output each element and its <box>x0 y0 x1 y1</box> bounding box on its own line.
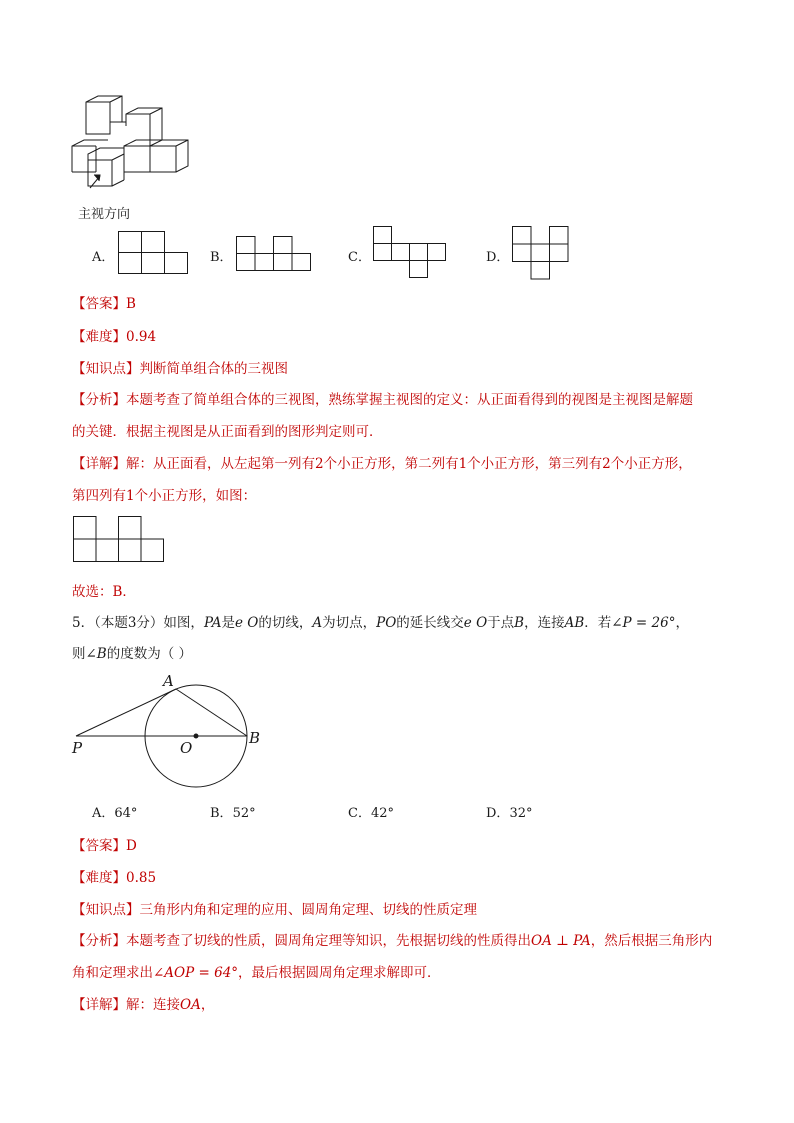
q5-stem-ab: AB <box>564 615 585 631</box>
analysis-text: ，然后根据三角形内 <box>590 933 713 949</box>
q5-option-a <box>92 802 137 821</box>
q4-analysis-line-1 <box>72 388 693 408</box>
q4-option-d-label: D． <box>486 250 510 265</box>
answer-value: D <box>126 838 137 854</box>
difficulty-tag: 【难度】 <box>72 870 126 886</box>
detail-tag: 【详解】 <box>72 456 126 472</box>
view-direction-caption: 主视方向 <box>78 207 131 222</box>
option-value: 64° <box>114 806 138 821</box>
answer-value: B <box>126 296 136 312</box>
q4-option-c-label: C． <box>348 250 371 265</box>
q4-detail-line-2: 第四列有1个小正方形，如图： <box>72 488 257 504</box>
q5-stem-pa: PA <box>203 615 222 631</box>
q5-stem-text: 5．（本题3分）如图， <box>72 615 204 631</box>
q4-option-d-figure <box>512 226 572 282</box>
q4-option-b-figure <box>236 236 312 272</box>
q5-difficulty <box>72 866 156 886</box>
q4-analysis-line-2: 的关键．根据主视图是从正面看到的图形判定则可． <box>72 424 383 440</box>
label-o: O <box>180 739 193 757</box>
q5-stem-text: ， <box>675 615 689 631</box>
q5-analysis-line-1 <box>72 929 712 949</box>
knowledge-tag: 【知识点】 <box>72 361 140 377</box>
q5-stem-po: PO <box>376 615 397 631</box>
q5-analysis-line-2 <box>72 961 441 981</box>
option-label: D． <box>486 806 510 821</box>
analysis-math: ∠AOP = 64° <box>153 965 239 981</box>
q5-option-b <box>210 802 256 821</box>
q5-stem-text: 则 <box>72 646 86 662</box>
analysis-text: 本题考查了简单组合体的三视图，熟练掌握主视图的定义：从正面看得到的视图是主视图是解题 <box>126 392 693 408</box>
detail-text: 解：从正面看，从左起第一列有2个小正方形，第二列有1个小正方形，第三列有2个小正方形， <box>126 456 692 472</box>
q5-stem-text: ．若 <box>584 615 612 631</box>
answer-tag: 【答案】 <box>72 838 126 854</box>
detail-text: 解：连接 <box>126 997 180 1013</box>
q5-geometry-figure <box>70 670 270 795</box>
difficulty-tag: 【难度】 <box>72 329 126 345</box>
difficulty-value: 0.94 <box>126 329 157 345</box>
q5-stem-line-2 <box>72 642 192 662</box>
q5-stem-angle-b: ∠B <box>85 646 107 662</box>
option-value: 42° <box>370 806 394 821</box>
analysis-text: 角和定理求出 <box>72 965 153 981</box>
option-label: C． <box>348 806 371 821</box>
q5-stem-text: 于点 <box>487 615 515 631</box>
cube-stack-figure <box>70 96 195 191</box>
q5-stem-text: 为切点， <box>322 615 377 631</box>
q4-front-view-figure <box>73 516 167 564</box>
q4-option-a-label: A． <box>92 250 115 265</box>
q5-stem-text: 的度数为（ ） <box>106 646 193 662</box>
q5-answer <box>72 834 137 854</box>
q5-stem-text: 的切线， <box>258 615 313 631</box>
q4-detail-line-1 <box>72 452 692 472</box>
detail-text: ， <box>200 997 215 1013</box>
label-a: A <box>163 672 174 690</box>
q5-stem-line-1 <box>72 611 689 631</box>
difficulty-value: 0.85 <box>126 870 157 886</box>
q5-option-d <box>486 802 532 821</box>
q4-difficulty <box>72 325 156 345</box>
q5-option-c <box>348 802 394 821</box>
knowledge-tag: 【知识点】 <box>72 902 140 918</box>
knowledge-value: 判断简单组合体的三视图 <box>139 361 288 377</box>
option-label: B． <box>210 806 233 821</box>
answer-tag: 【答案】 <box>72 296 126 312</box>
analysis-text: ，最后根据圆周角定理求解即可． <box>238 965 441 981</box>
analysis-text: 本题考查了切线的性质，圆周角定理等知识，先根据切线的性质得出 <box>126 933 531 949</box>
q5-stem-text: ，连接 <box>524 615 565 631</box>
q5-stem-circle: e O <box>463 615 488 631</box>
q4-option-b-label: B． <box>210 250 233 265</box>
option-value: 52° <box>232 806 256 821</box>
q4-option-a-figure <box>118 231 188 275</box>
q4-knowledge <box>72 357 288 377</box>
q4-answer <box>72 292 136 312</box>
q5-stem-b: B <box>514 615 525 631</box>
q5-knowledge <box>72 898 477 918</box>
q5-stem-text: 的延长线交 <box>396 615 464 631</box>
q5-stem-a: A <box>312 615 323 631</box>
detail-math: OA <box>180 997 201 1013</box>
analysis-tag: 【分析】 <box>72 933 126 949</box>
q4-conclusion: 故选：B． <box>72 584 136 600</box>
option-value: 32° <box>509 806 533 821</box>
detail-tag: 【详解】 <box>72 997 126 1013</box>
label-p: P <box>72 739 83 757</box>
option-label: A． <box>92 806 115 821</box>
q5-stem-circle: e O <box>235 615 259 631</box>
knowledge-value: 三角形内角和定理的应用、圆周角定理、切线的性质定理 <box>139 902 477 918</box>
q4-option-c-figure <box>373 226 449 280</box>
q5-stem-angle-p: ∠P = 26° <box>611 615 676 631</box>
label-b: B <box>249 729 261 747</box>
analysis-tag: 【分析】 <box>72 392 126 408</box>
q5-stem-text: 是 <box>221 615 236 631</box>
analysis-math: OA ⊥ PA <box>531 933 591 949</box>
q5-detail <box>72 993 214 1013</box>
